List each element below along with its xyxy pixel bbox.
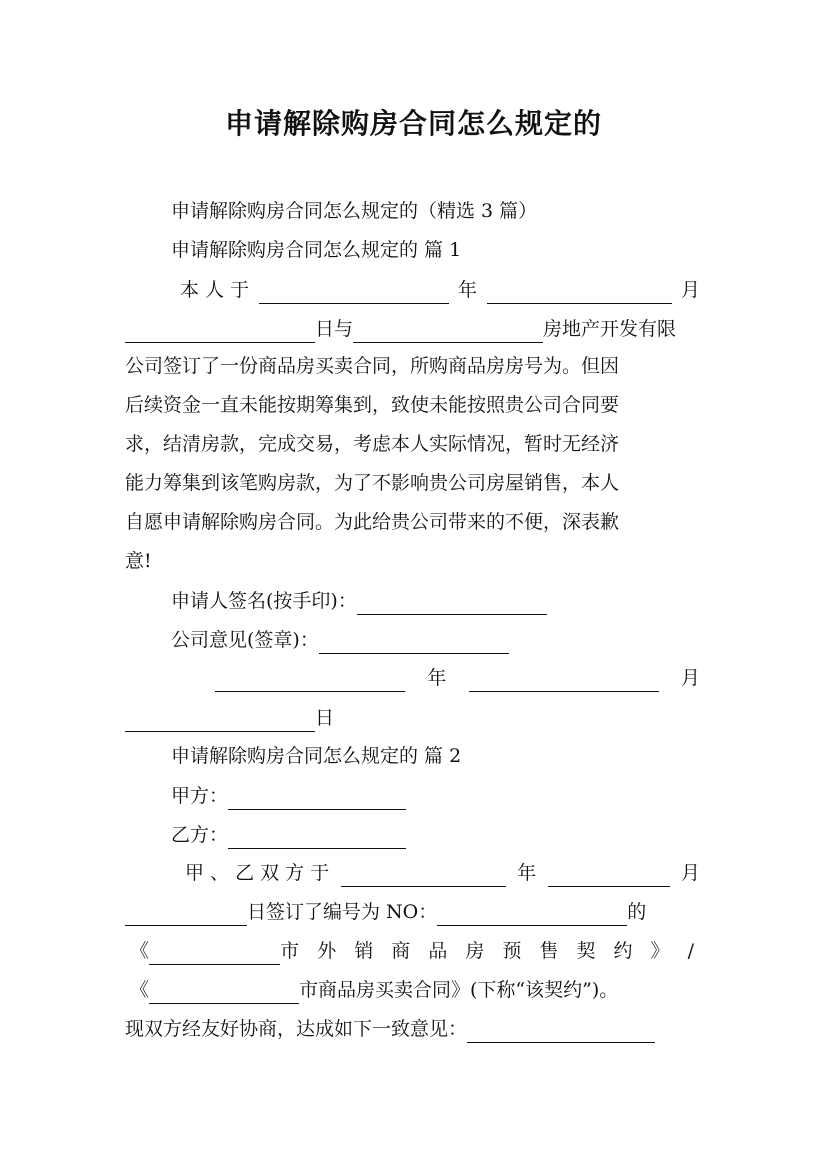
applicant-signature-label: 申请人签名(按手印)： <box>171 590 357 612</box>
party-b-field[interactable] <box>228 828 406 849</box>
part2-number-line <box>125 898 705 926</box>
part2-l5-text-a: 现双方经友好协商，达成如下一致意见： <box>125 1018 468 1040</box>
part1-heading: 申请解除购房合同怎么规定的 篇 1 <box>171 239 462 261</box>
blank-field[interactable] <box>487 283 672 304</box>
part2-l4-text-a: 《 <box>130 979 150 1001</box>
blank-field[interactable] <box>149 944 280 965</box>
part1-sign-date-line <box>215 664 700 692</box>
part2-l4-text-b: 市商品房买卖合同》(下称“该契约”)。 <box>299 979 619 1001</box>
part1-body-line: 求，结清房款，完成交易，考虑本人实际情况，暂时无经济 <box>125 433 620 455</box>
blank-field[interactable] <box>548 866 670 887</box>
blank-field[interactable] <box>125 322 315 343</box>
part2-date-line <box>185 859 700 887</box>
part2-l2-text-b: 的 <box>627 901 647 923</box>
blank-field[interactable] <box>341 866 506 887</box>
part1-body-line: 意! <box>125 550 152 572</box>
part1-body-line: 自愿申请解除购房合同。为此给贵公司带来的不便，深表歉 <box>125 511 620 533</box>
date-day-text: 日 <box>315 707 335 729</box>
intro-line: 申请解除购房合同怎么规定的（精选 3 篇） <box>171 200 538 222</box>
company-seal-field[interactable] <box>319 633 509 654</box>
part2-heading: 申请解除购房合同怎么规定的 篇 2 <box>171 745 462 767</box>
party-a-label: 甲方： <box>171 785 229 807</box>
applicant-signature-line <box>171 587 705 615</box>
part1-l1-text-a: 本 人 于 <box>180 279 250 301</box>
party-b-line <box>171 821 705 849</box>
signature-field[interactable] <box>357 594 547 615</box>
part2-agreement-line <box>125 1015 705 1043</box>
part2-l1-text-b: 年 <box>517 862 537 884</box>
blank-field[interactable] <box>259 283 449 304</box>
part1-body-line: 后续资金一直未能按期筹集到，致使未能按照贵公司合同要 <box>125 394 620 416</box>
company-opinion-label: 公司意见(签章)： <box>171 629 319 651</box>
party-a-field[interactable] <box>228 789 406 810</box>
part1-l1-text-c: 月 <box>680 279 700 301</box>
blank-field[interactable] <box>125 711 315 732</box>
part2-l3-text-a: 《 <box>130 940 150 962</box>
part1-date-line <box>180 276 700 304</box>
part1-body-line: 能力筹集到该笔购房款，为了不影响贵公司房屋销售，本人 <box>125 472 620 494</box>
blank-field[interactable] <box>149 983 299 1004</box>
part2-l3-text-b: 市 外 销 商 品 房 预 售 契 约 》 / <box>280 940 700 962</box>
blank-field[interactable] <box>353 322 543 343</box>
blank-field[interactable] <box>215 671 405 692</box>
part2-l1-text-c: 月 <box>680 862 700 884</box>
part1-l1-text-b: 年 <box>458 279 478 301</box>
part2-contract-line-2 <box>130 976 710 1004</box>
blank-field[interactable] <box>469 671 659 692</box>
part1-sign-day-line <box>125 704 705 732</box>
party-b-label: 乙方： <box>171 824 229 846</box>
company-opinion-line <box>171 626 705 654</box>
part1-body-line: 公司签订了一份商品房买卖合同，所购商品房房号为。但因 <box>125 355 620 377</box>
part1-l2-text-a: 日与 <box>315 318 354 340</box>
contract-number-field[interactable] <box>437 905 627 926</box>
document-title: 申请解除购房合同怎么规定的 <box>224 107 602 140</box>
party-a-line <box>171 782 705 810</box>
part2-l2-text-a: 日签订了编号为 NO： <box>247 901 438 923</box>
part2-contract-line <box>130 937 700 965</box>
part2-l1-text-a: 甲 、 乙 双 方 于 <box>185 862 330 884</box>
part1-l2-text-b: 房地产开发有限 <box>543 318 677 340</box>
date-year-text: 年 <box>427 667 447 689</box>
agreement-field[interactable] <box>467 1022 655 1043</box>
blank-field[interactable] <box>125 905 247 926</box>
date-month-text: 月 <box>680 667 700 689</box>
part1-company-line <box>125 315 705 343</box>
